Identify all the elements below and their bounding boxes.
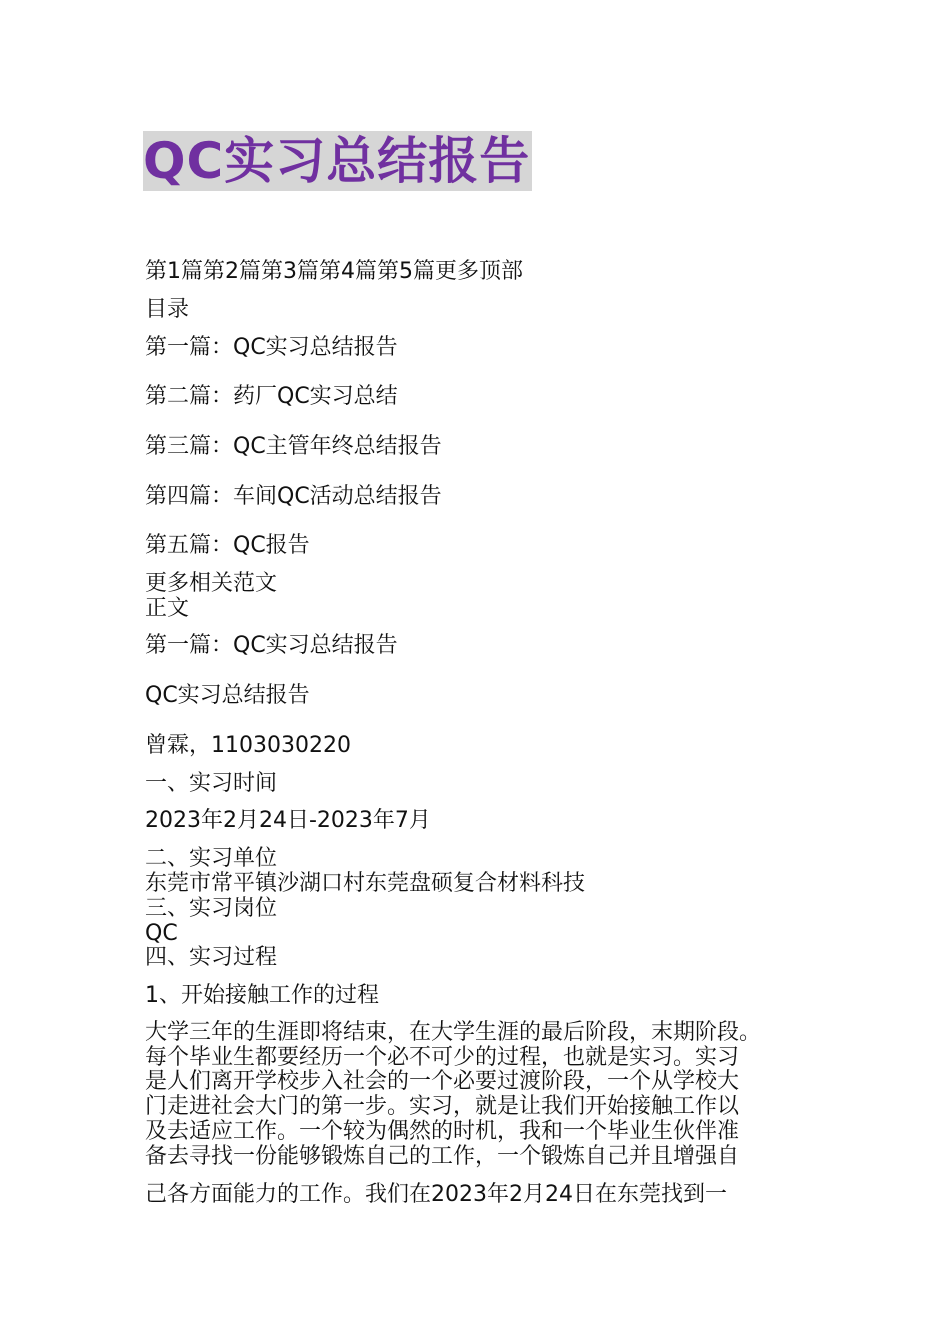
paragraph-line: 及去适应工作。一个较为偶然的时机，我和一个毕业生伙伴准 [145, 1118, 740, 1144]
toc-heading: 目录 [145, 297, 190, 322]
toc-item-1: 第一篇：QC实习总结报告 [145, 335, 398, 360]
paragraph-line: 备去寻找一份能够锻炼自己的工作，一个锻炼自己并且增强自 [145, 1143, 740, 1169]
section-heading-process: 四、实习过程 [145, 945, 278, 970]
article-title: QC实习总结报告 [145, 683, 310, 708]
more-related: 更多相关范文 [145, 571, 278, 596]
toc-item-5: 第五篇：QC报告 [145, 533, 310, 558]
paragraph-last-line: 己各方面能力的工作。我们在2023年2月24日在东莞找到一 [145, 1182, 727, 1207]
chapter-nav: 第1篇第2篇第3篇第4篇第5篇更多顶部 [145, 259, 523, 284]
section-heading-time: 一、实习时间 [145, 771, 278, 796]
subsection-heading: 1、开始接触工作的过程 [145, 983, 379, 1008]
author-line: 曾霖，1103030220 [145, 733, 351, 758]
paragraph-line: 是人们离开学校步入社会的一个必要过渡阶段，一个从学校大 [145, 1069, 740, 1095]
body-heading: 正文 [145, 596, 190, 621]
document-title: QC实习总结报告 [143, 132, 531, 190]
paragraph-line: 每个毕业生都要经历一个必不可少的过程，也就是实习。实习 [145, 1044, 740, 1070]
paragraph-line: 门走进社会大门的第一步。实习，就是让我们开始接触工作以 [145, 1094, 740, 1120]
title-highlight [143, 131, 532, 191]
internship-period: 2023年2月24日-2023年7月 [145, 808, 431, 833]
section-heading-post: 三、实习岗位 [145, 896, 278, 921]
toc-item-3: 第三篇：QC主管年终总结报告 [145, 434, 442, 459]
internship-post: QC [145, 921, 178, 946]
toc-item-2: 第二篇：药厂QC实习总结 [145, 384, 398, 409]
article-heading: 第一篇：QC实习总结报告 [145, 633, 398, 658]
paragraph-line: 大学三年的生涯即将结束，在大学生涯的最后阶段，末期阶段。 [145, 1020, 762, 1045]
internship-unit: 东莞市常平镇沙湖口村东莞盘硕复合材料科技 [145, 871, 586, 896]
toc-item-4: 第四篇：车间QC活动总结报告 [145, 484, 442, 509]
body-paragraph [145, 1021, 835, 1169]
section-heading-unit: 二、实习单位 [145, 846, 278, 871]
